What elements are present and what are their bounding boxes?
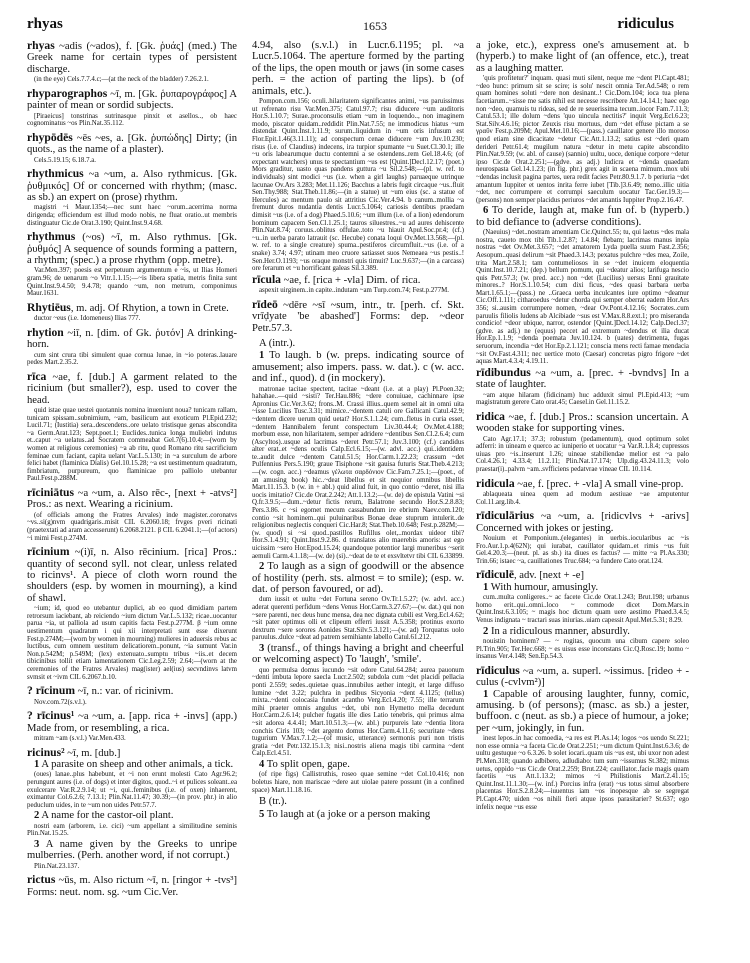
quotation-block: (of officials among the Fratres Arvales) inde magister..coronatvs ~vs..si(g)nvm quadrigaris..misit CIL 6.2060.18; frvges pveri ricinati (praetextati ad aram accesserunt) 6.2068.2121. β CIL 6.2041.1;—(of actors) ~i mimi Fest.p.274M. — [27, 511, 237, 542]
quotation-block: cum..multa conligeres..~ ac facete Cic.de Orat.1.243; Brut.198; urbanus homo erit..qui..omni..loco ~ commode dicet Dom.Mars.in Quint.Inst.6.3.105; ~ magis hoc dictum quam uere aestimo Phaed.3.4.5; Venus indignata ~ tractari suas iniurias..uiam capessit Apul.Met.5.31; 8.29. — [476, 594, 689, 624]
entry-definition: ~ae, f. [dub.] Pros.: scansion uncertain. A wooden stake for supporting vines. — [476, 411, 689, 435]
entry-definition-line — [27, 302, 237, 314]
sense — [476, 689, 689, 735]
sense-definition: A parasite on sheep and other animals, a tick. — [39, 758, 234, 770]
dictionary-entry — [27, 327, 237, 367]
sense — [27, 839, 237, 862]
quotation-block: magistri ~i Maur.1354;—nec sunt haec ~orum..acerrima norma dirigenda; efficiendum est illud modo nobis, ne fluat oratio..ut membris distinguatur Cic.de Orat.3.190; Quint.Inst.9.4.68. — [27, 204, 237, 227]
sense — [27, 759, 237, 770]
dictionary-entry — [27, 487, 237, 542]
dictionary-entry — [27, 88, 237, 128]
headword: rīdeō — [252, 297, 278, 311]
sense-definition: A name given by the Greeks to unripe mulberries. (Perh. another word, if not corrupt.) — [27, 838, 237, 862]
dictionary-entry — [27, 371, 237, 483]
headword: rhythmicus — [27, 167, 84, 181]
quotation-block: Pompon.com.156; oculi..hilaritatem significantes animi, ~us paruissimus ut refrenato risu Var.Men.375; Catul.97.7; risu diducere ~um auditoris Hor.S.1.10.7; Surae..proconsulis etiam ~um in loquendo.., non imaginem modo, piscator quidam..reddidit Plin.Nat.7.55; ne immodicus hiatus ~um distendat Quint.Inst.1.11.9; surum..liquidum in ~um oris infusum est Flor.Epit.1.46(3.11.11); ad conspectum cenae diducere ~um Juv.10.230; risus (i.e. of Claudius) indecens, ira turpior spumante ~u Suet.Cl.30.1; ille ~u oris labearumque ductu contemni a se ostendens..rem Gel.18.4.6; (of expectant watchers) unus te spectantium ~us est [Quint.]Decl.12.17; (poet.) Mors graditur, uasto quas pandens guttura ~u Sil.2.548;—(pl. w. ref. to individuals) sint modici ~us (i.e. when a girl laughs) paruaeque utrinque lacunae Ov.Ars 3.283; Met.11.126; Bacchus a labris fugit circaque ~us..fluit Sen.Thy.988; Stat.Theb.11.86;—(in a statue) ut ~um eius (sc. a statue of Hercules) ac mentum paulo sit attritius Cic.Ver.4.94. b canum..mollia ~a fremunt duros nudantia dentis Lucr.5.1064; cariosis dentibus praedam dimisit ~us (i.e. of a dog) Phaed.5.10.6; ~um illum (i.e. of a lion) edendorum hominum capacem Sen.Cl.1.25.1; tauros siluestres..~u ad aures dehiscente Plin.Nat.8.74; coruus..oblitus offulae..toto ~u hiauit Apul.Soc.pr.4; (cf.) ~u..in uerba parato latrauit (sc. Hecube) conata loqui Ov.Met.13.568;—(pl. w. ref. to a single creature) spuma..pestiferos circumfluit..~us (i.e. of a snake) 3.74; 4.97; utinam meo cruore satiasset suos Nemeaea ~us pestis..! Sen.Her.O.1193; ~us oraque monstri quis timuit? Luc.9.637;—(in a carcass) ore ferarum et ~u horrificant galeas Sil.3.389. — [252, 98, 464, 273]
sense-definition: To deride, laugh at, make fun of. b (hyperb.) to bid defiance to (adverse conditions). — [476, 205, 689, 228]
entry-definition-line — [476, 569, 689, 581]
quotation-block: nostri eam (arborem, i.e. cici) ~um appellant a similitudine seminis Plin.Nat.15.25. — [27, 822, 237, 838]
sense — [252, 643, 464, 666]
sense — [476, 582, 689, 593]
dictionary-entry — [27, 231, 237, 298]
sense-definition: A name for the castor-oil plant. — [39, 810, 174, 822]
sense — [252, 759, 464, 770]
entry-definition-line — [27, 546, 237, 604]
quotation-block: Cels.5.19.15; 6.18.7.a. — [34, 156, 97, 164]
headword: rhypōdēs — [27, 130, 73, 144]
entry-definition: ~a ~um, a. [ridicvlvs + -arivs] Concerned with jokes or jesting. — [476, 511, 689, 534]
headword: ridica — [476, 409, 505, 423]
quotation-block: inest lepos..in hac comoedia, ~a res est Pl.As.14; logos ~os uendo St.221; non esse omnia ~a faceta Cic.de Orat.2.251; ~um dictum Quint.Inst.6.3.6; de uultu gestuque ~o 6.3.26. b solet iocari..quam uis ~us est, ubi uxor non adest Pl.Men.318; quando adbibero, adludiabo: tum sum ~issumus St.382; mimus uetus, oppido ~us Cic.de Orat.2.259; Brut.224; cauillator..facie magis quam facetiis ~us Att.1.13.2; mimos ~i Philistionis Mart.2.41.15; Quint.Inst.11.1.30;—(w. inf.) Porcius infra (erat) ~us totus simul absorbere placentas Hor.S.2.8.24;—iuuentus iam ~os inopesque ab se segregat Pl.Capt.470; uiden ~os nihili fieri atque ipsos parasitarier? St.637; ego infelix neque ~us esse — [476, 735, 689, 811]
page-number: 1653 — [363, 19, 387, 33]
entry-definition-line — [476, 478, 689, 490]
entry-definition-line — [27, 371, 237, 406]
entry-definition-line — [476, 411, 689, 435]
headword: Rhytiēus — [27, 300, 71, 314]
quotation-block: Cato Agr.17.1; 37.3; robustum (pedamentum), quod optimum solet adferri: in uineam e querco ac iuniperio et uocatur ~a Var.R.1.8.4; cupressos uiuas pro ~is..inserunt 1.26; uineae stabiliendae melior est ~a palo Col.4.26.1; 4.33.4; 11.2.11; Plin.Nat.17.174; Ulp.dig.43.24.11.3; volo praestar(i)..palvm ~am..svfficiens pedatvrae vineae CIL 10.114. — [476, 435, 689, 473]
quotation-block: nouistin hominem? — ~ rogitas, quocum una cibum capere soleo Pl.Trin.905; Ter.Hec.668; ~ es uisus esse inconstans Cic.Q.Rosc.19; homo ~ insanus Ver.4.148; Sen.Ep.54.3. — [476, 637, 689, 661]
quotation-block: [Piraeicus] tonstrinas sutrinasque pinxit et asellos.., ob haec cognominatus ~os Plin.Nat.35.112. — [27, 112, 237, 128]
dictionary-entry — [476, 569, 689, 660]
entry-definition: ~ī, m. [dub.] — [64, 747, 121, 759]
sense-number: 6 — [483, 205, 489, 217]
quotation-block: cum sint crura tibi simulent quae cornua lunae, in ~io poteras..lauare pedes Mart.2.35.2. — [27, 351, 237, 367]
sense-number: 1 — [483, 581, 489, 593]
headword: rhyas — [27, 39, 55, 52]
dictionary-entry — [476, 510, 689, 565]
sense-number: 1 — [483, 688, 489, 700]
quotation-block: matronae tacitae spectent, tacitae ~deant (i.e. at a play) Pl.Poen.32; hahahae..—quid ~sisti? Ter.Hau.886; ~dere conuiuae, cachinnare ipse Apronius Cic.Ver.3.62; frons..M. Crassi illius..quem semel ait in omni uita ~isse Lucilius Tusc.3.31; mimice..~dentem catuli ore Gallicani Catul.42.9; ~dentem dicere uerum quid uetat? Hor.S.1.1.24; cum..fletus in curia esset, ~dentem Hannibalem ferunt conspectum Liv.30.44.4; Ov.Met.4.188; morbum esse, non hilaritatem, semper adridere ~dentibus Sen.Cl.2.6.4; cum (Ascyltos)..usque ad lacrimas ~deret Petr.57.1; Juv.3.100; (cf.) candidus alter erat..et ~dens oculis Calp.Ecl.6.15;—(w. advl. acc.) qui..identidem te..audit dulce ~dentem Catul.51.5; Hor.Carm.1.22.23; crassum ~det Pulfennius Pers.5.190; graue Tisiphone ~sit gauisa futuris Stat.Theb.4.213;—(w. cogn. acc.) ~deamus γέλωτα σαρδόνιον Cic.Fam.7.25.1;—(poet., of an amusing book) hic..~deat libellus et sit nequior omnibus libellis Mart.11.15.3. b (w. in + abl.) quid aliud fuit, in quo contio ~deret, nisi illa uocis imitatio? Cic.de Orat.2.242; Att.1.13.2;—(w. de) de epistula Vatini ~si Q.fr.3.9.5;—dum..~detur fictis rerum, Balatrone secundo Hor.S.2.8.83; Pers.3.86. c ~si egomet mecum cassabundum ire ebrium Naev.com.120; contio ~sit hominem..qui puluinaribus Bonae deae stuprum intulerit..de religionibus neglectis conqueri Cic.Har.8; Stat.Theb.10.648; Fest.p.282M;—(w. quod) si ~si quod..pastillos Rufillus olet,..mordax uideor tibi? Hor.S.1.4.91; Quint.Inst.9.2.86. d translatos alio maerebis amoris: ast ego uicissim ~sero Hor.Epod.15.24; quandoque potentior largi muneribus ~serit aemuli Carm.4.1.18;—(w. de) (si)..~deat de te et exsvltetvr tibi CIL 6.33899. — [252, 385, 464, 560]
headword: ? rīcinum — [27, 684, 75, 698]
entry-definition: ~ī, m. [Gk. ῥυπαρογράφος] A painter of mean or sordid subjects. — [27, 88, 237, 112]
quotation-block: Var.Men.397; poesis est perpetuum argumentum e ~is, ut Ilias Homeri gram.96; de uenarum ~o Vitr.1.1.15;—~is libera spatia, metris finita sunt Quint.Inst.9.4.50; 9.4.78; quando ~um, non metrum, componimus Maur.1631. — [27, 267, 237, 298]
headword: rīdiculārius — [476, 509, 534, 523]
headword: rictus — [27, 873, 56, 887]
section-heading: A (intr.). — [259, 337, 296, 349]
entry-definition: ~ae, f. [dub.] A garment related to the ricinium (but smaller?), esp. used to cover the head. — [27, 371, 237, 406]
dictionary-entry — [27, 546, 237, 681]
dictionary-entry — [27, 685, 237, 706]
entry-definition: ~a ~um, a. superl. ~issimus. [rideo + -culus (-cvlvm²)] — [476, 665, 689, 689]
dictionary-entry — [252, 299, 464, 334]
headword: ricinus² — [27, 745, 65, 759]
headword: ridicula — [476, 476, 515, 490]
right-guideword: ridiculus — [617, 16, 674, 32]
dictionary-entry — [27, 874, 237, 898]
dictionary-entry — [27, 710, 237, 742]
sense-number: 1 — [34, 758, 40, 770]
quotation-block: ablaqueata uinea quem ad modum aestiuae ~ae amputentur Col.11.arg.lib.4. — [476, 491, 689, 506]
column-2 — [252, 40, 464, 820]
sense-definition: To split open, gape. — [264, 758, 350, 770]
entry-definition: ~a ~um, a. Also rythmicus. [Gk. ῥυθμικός] Of or concerned with rhythm; (masc. as sb.) an expert on (prose) rhythm. — [27, 169, 237, 204]
entry-definition: ~a ~um, a. Also rēc-, [next + -atvs²] Pros.: as next. Wearing a ricinium. — [27, 487, 237, 511]
left-guideword: rhyas — [27, 16, 63, 32]
sense-number: 1 — [259, 350, 265, 362]
sense-definition: In a ridiculous manner, absurdly. — [488, 625, 630, 637]
entry-definition: ~ae, f. [prec. + -vla] A small vine-prop. — [514, 478, 684, 490]
dictionary-entry — [476, 367, 689, 407]
entry-definition-line — [476, 510, 689, 534]
quotation-block: aspexit uirginem..in capite..indutam ~am Turp.com.74; Fest.p.277M. — [259, 287, 450, 295]
entry-definition-line — [27, 168, 237, 203]
sense-number: 4 — [259, 758, 265, 770]
entry-definition: (~os) ~ī, m. Also rythmus. [Gk. ῥυθμός] A sequence of sounds forming a pattern, a rhythm; (spec.) a prose rhythm (opp. metre). — [27, 232, 237, 267]
entry-definition: ~ae, f. [rica + -vla] Dim. of rica. — [280, 274, 421, 286]
quotation-block: Nouium et Pomponium..(elegantes) in uerbis..iocularibus ac ~is Fro.Aur.1.p.4(62N); qui iurabat, cauillator quidam..et rimis ~us fuit Gel.4.20.3;—(neut. pl. as sb.) ita diues es factus? — mitte ~a Pl.As.330; Trin.66; istaec ~a, cauillationes Truc.684; ~a fundere Cato orat.124. — [476, 535, 689, 565]
entry-definition: ~a ~um, a. [prec. + -bvndvs] In a state of laughter. — [476, 367, 689, 391]
entry-definition: ~dēre ~sī ~sum, intr., tr. [perh. cf. Skt. vrīḍyate 'be abashed'] Forms: dep. ~deor Petr.57.3. — [252, 299, 464, 334]
headword: rhytion — [27, 325, 64, 339]
quotation-block: (oues) lanae..plus habebunt, et ~i non erunt molesti Cato Agr.96.2; perungunt aures (i.e. of dogs) et inter digitos, quod..~i et pulices soleant..ea exulcerare Var.R.2.9.14; ut ~i, qui..feminibus (i.e. of oxen) inhaerent, eximantur Col.6.2.6; 7.13.1; Plin.Nat.11.47; 30.39;—(in prov. phr.) in alio peduclum uides, in te ~um non uides Petr.57.7. — [27, 771, 237, 809]
headword: rhyparographos — [27, 86, 108, 100]
sense-definition: To laugh. b (w. preps. indicating source of amusement; also impers. pass. w. dat.). c (w. acc. and inf., quod). d (in mockery). — [252, 350, 464, 385]
dictionary-entry — [27, 168, 237, 227]
quotation-block: ductor ~eus (i.e. Idomeneus) Ilias 777. — [34, 315, 141, 323]
sense-definition: (transf., of things having a bright and cheerful or welcoming aspect) To 'laugh', 'smile'. — [252, 642, 464, 666]
dictionary-entry — [27, 302, 237, 323]
entry-definition-line — [27, 40, 237, 75]
entry-definition: ~adis (~ados), f. [Gk. ῥυάς] (med.) The Greek name for certain types of persistent discharge. — [27, 41, 237, 75]
quotation-block: ~ium; id, quod eo utebantur duplici, ab eo quod dimidiam partem retrorsum iaciebant, ab reiciendo ~ium dictum Var.L.5.132; ricae..uocantur parua ~ia, ut palliola ad usum capitis facta Fest.p.277M. β ~ium omne uestimentum quadratum i qui xii interpretati sunt esse dixerunt Fest.p.274M;—(worn by women in mourning) mulieres in aduersis rebus ac luctibus, cum omnem uestitum delicatiorem..ponunt, ~ia sumunt Var.in Non.p.542M; p.549M; (lex) extenuato..sumptu tribus ~iis..et decem tibicinibus tollit etiam lamentationem Cic.Leg.2.59; 2.64;—(worn at the ceremonies of the Fratres Arvales) mag(ister) ael(ius) secvndinvs latvm svmsit et ~ivm CIL 6.2067.b.10. — [27, 605, 237, 681]
quotation-block: quo permulsa domus iucundo ~sit odore Catul.64.284; aurea pauonum ~denti imbuta lepore saecla Lucr.2.502; subdola cum ~det placidi pellacia ponti 2.559; sedes..quietae quas..innubilus aether integit, et large diffuso lumine ~det 3.22; pulchra in pedibus Sicyonia ~dent 4.1125; (tellus) mixta..~denti colocasia fundet acantho Verg.Ecl.4.20; 7.55; ille terrarum mihi praeter omnis angulus ~det, ubi non Hymetto mella decedunt Hor.Carm.2.6.14; pulcher fugatis ille dies Latio tenebris, qui primus alma ~sit adorea 4.4.41; Mart.10.51.3;—(w. abl.) purpureis late ~dentia litora conchis Ciris 103; ~det argento domus Hor.Carm.4.11.6; securitate ~dens tugurium V.Max.7.1.2;—(of music, utterance) sermonis puri non tristis gratia ~det Petr.132.15.1.3; nisi..nostris aliena magis tibi carmina ~dent Calp.Ecl.4.51. — [252, 666, 464, 758]
entry-definition: ~(i)ī, n. Also rēcinium. [rica] Pros.: quantity of second syll. not clear, unless related to ricinvs¹. A piece of cloth worn round the shoulders (esp. by women in mourning), a kind of shawl. — [27, 547, 237, 604]
entry-definition: ~ēs ~es, a. [Gk. ῥυπώδης] Dirty; (in quots., as the name of a plaster). — [27, 132, 237, 156]
continued-definition: a joke, etc.), express one's amusement at. b (hyperb.) to make light of (an offence, etc.), treat as a laughing matter. — [476, 40, 689, 74]
entry-definition: , m. adj. Of Rhytion, a town in Crete. — [70, 302, 229, 314]
headword: rīciniātus — [27, 485, 75, 499]
continued-definition: 4.94, also (s.v.l.) in Lucr.6.1195; pl. ~a Lucr.5.1064. The aperture formed by the parting of the lips, the open mouth or jaws (in some cases perh. = the action of parting the lips). b (of animals, etc.). — [252, 40, 464, 97]
dictionary-entry — [27, 747, 237, 871]
sense-number: 3 — [34, 838, 40, 850]
quotation-block: 'quis profitetur?' inquam. quasi muti silent, neque me ~dent Pl.Capt.481; ~deo hunc: primum sit se scire; is solu' nescit omnia Ter.Ad.548; o rem quam homines soluti ~dere non desinant..! Cic.Dom.104; ioca tua plena facetiarum..~sisse me satis nihil est necesse rescribere Att.14.14.1; haec ego non ~deo, quamuis tu rideas, sed de re seuerissima tecum..iocor Fam.7.11.3; Catul.53.1; ille dolum ~dens 'quo uincula nectitis?' inquit Verg.Ecl.6.23; Stat.Silv.4.6.16; pictor Zeuxis risu mortuus, dum ~det effuse pictam a se γραῦν Fest.p.209M; Apul.Met.10.16;—(pass.) cauillator genere illo moroso quod etiam sine dicacitate ~detur Cic.Att.1.13.2; satius est ~deri quam derideri Petr.61.4; mugilum natura ~detur in metu capite abscondito Plin.Nat.9.59; (w. abl. of cause) (sannio) uultu, uoce, denique corpore ~detur ipso Cic.de Orat.2.251;—(gdve. as adj.) ludicra et ~denda quaedam neurospasta Gel.14.1.23; (in fig. phr.) grex agit in scaena mimum..mox ubi ~dendas inclusit pagina partes, uera redit facies Petr.80.9.1.7. b periuria ~det amantum Iuppiter et uentos inrita ferre iubet [Tib.]3.6.49; nemo..illic uitia ~det, nec corrumpere et corrumpi saeculum uocatur Tac.Ger.19.3;—(persons) non semper placidus periuros ~det amantis Iuppiter Prop.2.16.47. — [476, 75, 689, 204]
entry-definition-line — [27, 88, 237, 112]
entry-definition-line — [27, 132, 237, 156]
dictionary-entry — [476, 411, 689, 474]
entry-definition-line — [27, 327, 237, 351]
entry-definition: ~ī, n.: var. of ricinivm. — [74, 686, 174, 698]
headword: rīcula — [252, 272, 281, 286]
quotation-block: Plin.Nat.23.137. — [34, 862, 80, 870]
quotation-block: ~am atque hilaram (fidicinam) huc adduxit simul Pl.Epid.413; ~um magistratum gerere Cato orat.45; Caesel.in Gel.11.15.2. — [476, 391, 689, 407]
entry-definition-line — [27, 685, 237, 697]
sense-number: 5 — [259, 808, 265, 820]
headword: rhythmus — [27, 230, 76, 244]
headword: rīdibundus — [476, 365, 531, 379]
entry-definition-line — [27, 874, 237, 898]
sense — [476, 626, 689, 637]
headword: rīca — [27, 369, 47, 383]
sense-number: 2 — [34, 810, 40, 822]
column-3 — [476, 40, 689, 815]
quotation-block: mitram ~am (s.v.l.) Var.Men.433. — [34, 734, 126, 742]
sense-definition: Capable of arousing laughter, funny, comic, amusing. b (of persons); (masc. as sb.) a jester, buffoon. c (neut. as sb.) a piece of humour, a joke; per ~um, jokingly, in fun. — [476, 688, 689, 734]
sense-number: 3 — [259, 642, 265, 654]
entry-definition: ~iī, n. [dim. of Gk. ῥυτόν] A drinking-horn. — [27, 327, 237, 351]
entry-definition-line — [27, 747, 237, 759]
sense-definition: With humour, amusingly. — [488, 581, 599, 593]
column-1 — [27, 40, 237, 902]
quotation-block: quid istae quae uestei quotannis nomina inueniunt noua? tunicam rallam, tunicam spissam..subnimium, ~am, basilicum aut exoticum Pl.Epid.232; Lucil.71; (Iustitia) sera..descendens..ore uelato tristisque genas abscondita ~a Germ.Arat.123; Sept.poet.1; Euclides..tunica longa muliebri indutus et..caput ~a uelatus..ad Socratem commeabat Gel.7(6).10.4;—(worn by women at religious ceremonies) ~a ab ritu, quod Romano ritu sacrificium feminae cum faciant, capita uelant Var.L.5.130; in ~a surculum de arbore felici habet (flaminica Dialis) Gel.10.15.28; ~a est uestimentum quadratum, fimbriatum, purpureum, quo flaminicae pro palliolo utebantur Paul.Fest.p.288M. — [27, 407, 237, 483]
sense-definition: To laugh at (a joke or a person making — [264, 808, 431, 820]
quotation-block: (of ripe figs) Callistruthis, roseo quae semine ~det Col.10.416; non boletus hiare, non mariscae ~dere aut uiolae patere possunt (in a confined space) Mart.11.18.16. — [252, 771, 464, 794]
entry-definition-line — [476, 367, 689, 391]
entry-definition-line — [476, 665, 689, 689]
entry-definition-line — [27, 487, 237, 511]
sense — [27, 810, 237, 821]
dictionary-entry — [27, 40, 237, 84]
dictionary-entry — [476, 665, 689, 811]
sense — [252, 350, 464, 384]
quotation-block: dum iussit et uultu ~det Fortuna sereno Ov.Tr.1.5.27; (w. advl. acc.) aderat querenti perfidum ~dens Venus Hor.Carm.3.27.67;—(w. dat.) qui non ~sere parenti, nec deus hunc mensa, dea nec dignata cubili est Verg.Ecl.4.62; ~sit pater optimus olli et clipeum efferri iussit A.5.358; protinus exorto dextrum ~sere sorores Aonides Stat.Silv.5.3.121;—(w. ad) Torquatus uolo paruulus..dulce ~deat ad patrem semihiante labello Catul.61.212. — [252, 596, 464, 642]
quotation-block: (in the eye) Cels.7.7.4.c;—(at the neck of the bladder) 7.26.2.1. — [34, 76, 209, 84]
headword: ? rīcinus¹ — [27, 709, 75, 723]
entry-definition: ~a ~um, a. [app. rica + -invs] (app.) Made from, or resembling, a rica. — [27, 711, 237, 734]
entry-definition-line — [27, 710, 237, 734]
sense-number: 2 — [259, 561, 265, 573]
dictionary-entry — [476, 478, 689, 507]
quotation-block: Nov.com.72(s.v.l.). — [34, 698, 87, 706]
section-heading: B (tr.). — [259, 796, 287, 808]
headword: rīcinium — [27, 545, 70, 559]
sense — [252, 561, 464, 595]
headword: rīdiculus — [476, 663, 520, 677]
quotation-block: (Naeuius) ~det..nostram amentiam Cic.Quinct.55; tu, qui laetus ~des mala nostra, caueto mox tibi Tib.1.2.87; 1.4.84; flebam; lacrimas manus inpia nostras ~det Ov.Met.3.657; ~det amatorem Lyda puella suum Fast.2.356; Aesopum..quasi delirum ~sit Phaed.3.14.3; pexatus pulchre ~des mea, Zoile, trita Mart.2.58.1; tam contumeliosos in se ~det inuicem eloquentia Quint.Inst.10.7.21; (dep.) bellum pomum, qui ~deatur alios; larifuga nescio quis Petr.57.3; (w. pred. acc.) non ~det (Lucilius) uersus Enni grauitate minores..? Hor.S.1.10.54; cum dixi ficus, ~des quasi barbara uerba Mart.1.65.1;—(pass.) ne ..Graeca uerba inculcantes iure optimo ~deamur Cic.Off.1.111; citharoedus ~detur chorda qui semper oberrat eadem Hor.Ars 356; si..ausim corrumpere nomen, ~dear Ov.Pont.4.12.16; Socrates..cum paruulis filiolis ludens ab Alcibiade ~sus est V.Max.8.8.ext.1; pro miseranda condicio! ~deor ubique, narror, ostendor [Quint.]Decl.14.12; Calp.Decl.37; (gdve. as adj.) ne (equus) peccet ad extremum ~dendus et ilia ducat Hor.Ep.1.1.9; ~denda poemata Juv.10.124. b (uates) detrimenta, fugas seruorum, incendia ~det Hor.Ep.2.1.121; conscia mens recti famae mendacia ~sit Ov.Fast.4.311; nec uertice moto (Caesar) concretas pigro frigore ~det aquas Mart.4.3.4; 4.19.11. — [476, 229, 689, 366]
dictionary-entry — [252, 274, 464, 295]
sense-number: 2 — [483, 625, 489, 637]
headword: rīdiculē — [476, 568, 514, 582]
entry-definition: , adv. [next + -e] — [514, 570, 584, 582]
entry-definition: ~ūs, m. Also rictum ~ī, n. [ringor + -tvs³] Forms: neut. nom. sg. ~um Cic.Ver. — [27, 875, 237, 898]
entry-definition-line — [27, 231, 237, 266]
dictionary-entry — [27, 132, 237, 164]
sense-definition: To laugh as a sign of goodwill or the absence of hostility (perh. sts. almost = to smile); (esp. w. dat. of person favoured, or ad). — [252, 561, 464, 595]
